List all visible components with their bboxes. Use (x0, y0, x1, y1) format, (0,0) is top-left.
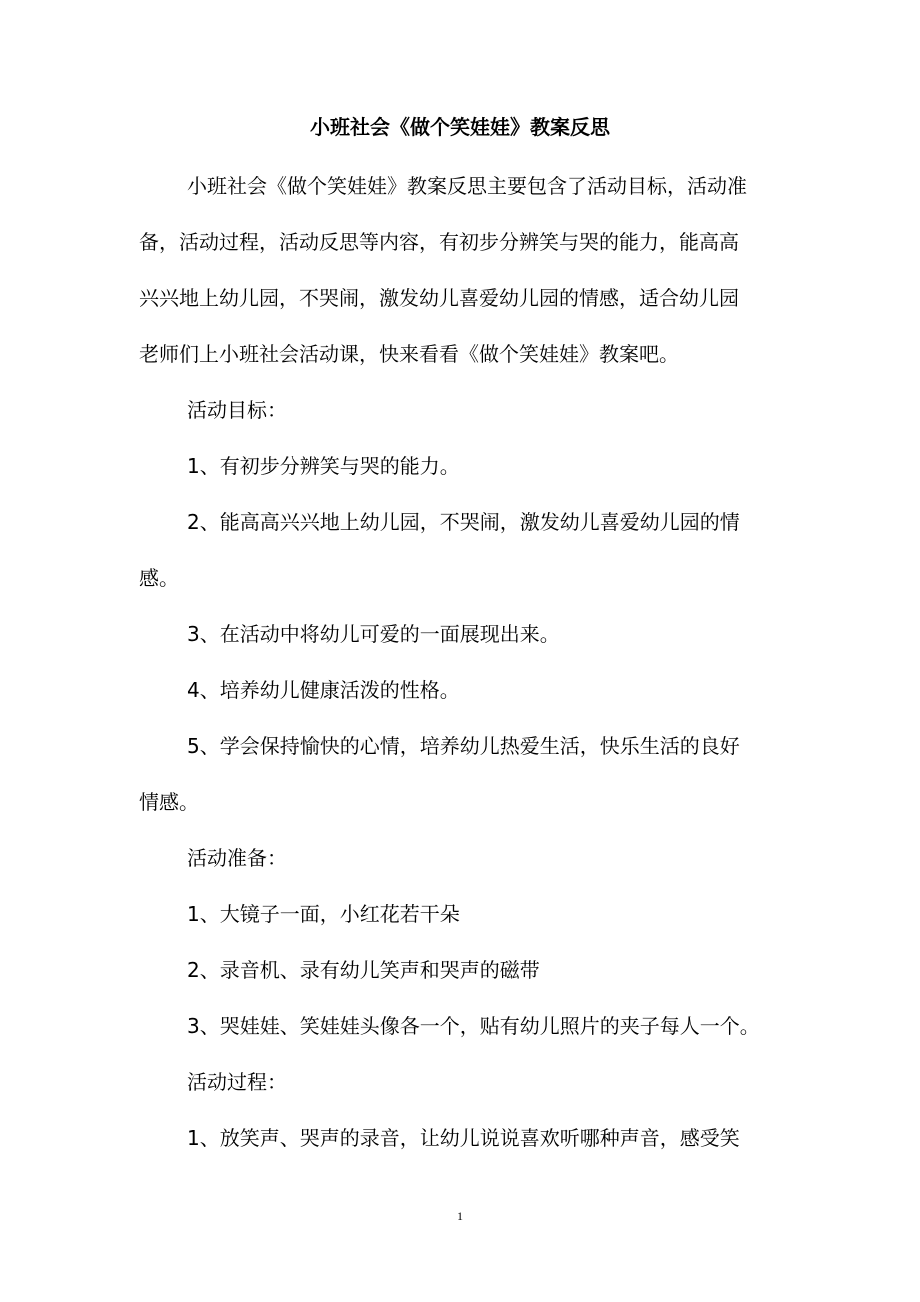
intro-line: 备，活动过程，活动反思等内容，有初步分辨笑与哭的能力，能高高 (139, 230, 739, 254)
goal-item: 1、有初步分辨笑与哭的能力。 (187, 454, 460, 478)
process-heading: 活动过程： (187, 1070, 287, 1094)
goals-heading: 活动目标： (187, 398, 287, 422)
prep-heading: 活动准备： (187, 846, 287, 870)
goal-item: 3、在活动中将幼儿可爱的一面展现出来。 (187, 622, 560, 646)
document-title: 小班社会《做个笑娃娃》教案反思 (310, 115, 610, 139)
intro-line: 老师们上小班社会活动课，快来看看《做个笑娃娃》教案吧。 (139, 342, 679, 366)
prep-item: 3、哭娃娃、笑娃娃头像各一个，贴有幼儿照片的夹子每人一个。 (187, 1014, 760, 1038)
goal-item-continued: 情感。 (139, 790, 199, 814)
goal-item: 2、能高高兴兴地上幼儿园，不哭闹，激发幼儿喜爱幼儿园的情 (187, 510, 740, 534)
intro-line: 兴兴地上幼儿园，不哭闹，激发幼儿喜爱幼儿园的情感，适合幼儿园 (139, 286, 739, 310)
prep-item: 1、大镜子一面，小红花若干朵 (187, 902, 460, 926)
prep-item: 2、录音机、录有幼儿笑声和哭声的磁带 (187, 958, 540, 982)
goal-item: 4、培养幼儿健康活泼的性格。 (187, 678, 460, 702)
goal-item: 5、学会保持愉快的心情，培养幼儿热爱生活，快乐生活的良好 (187, 734, 740, 758)
page-number: 1 (457, 1209, 463, 1223)
goal-item-continued: 感。 (139, 566, 179, 590)
intro-line: 小班社会《做个笑娃娃》教案反思主要包含了活动目标，活动准 (187, 174, 747, 198)
process-item: 1、放笑声、哭声的录音，让幼儿说说喜欢听哪种声音，感受笑 (187, 1126, 740, 1150)
